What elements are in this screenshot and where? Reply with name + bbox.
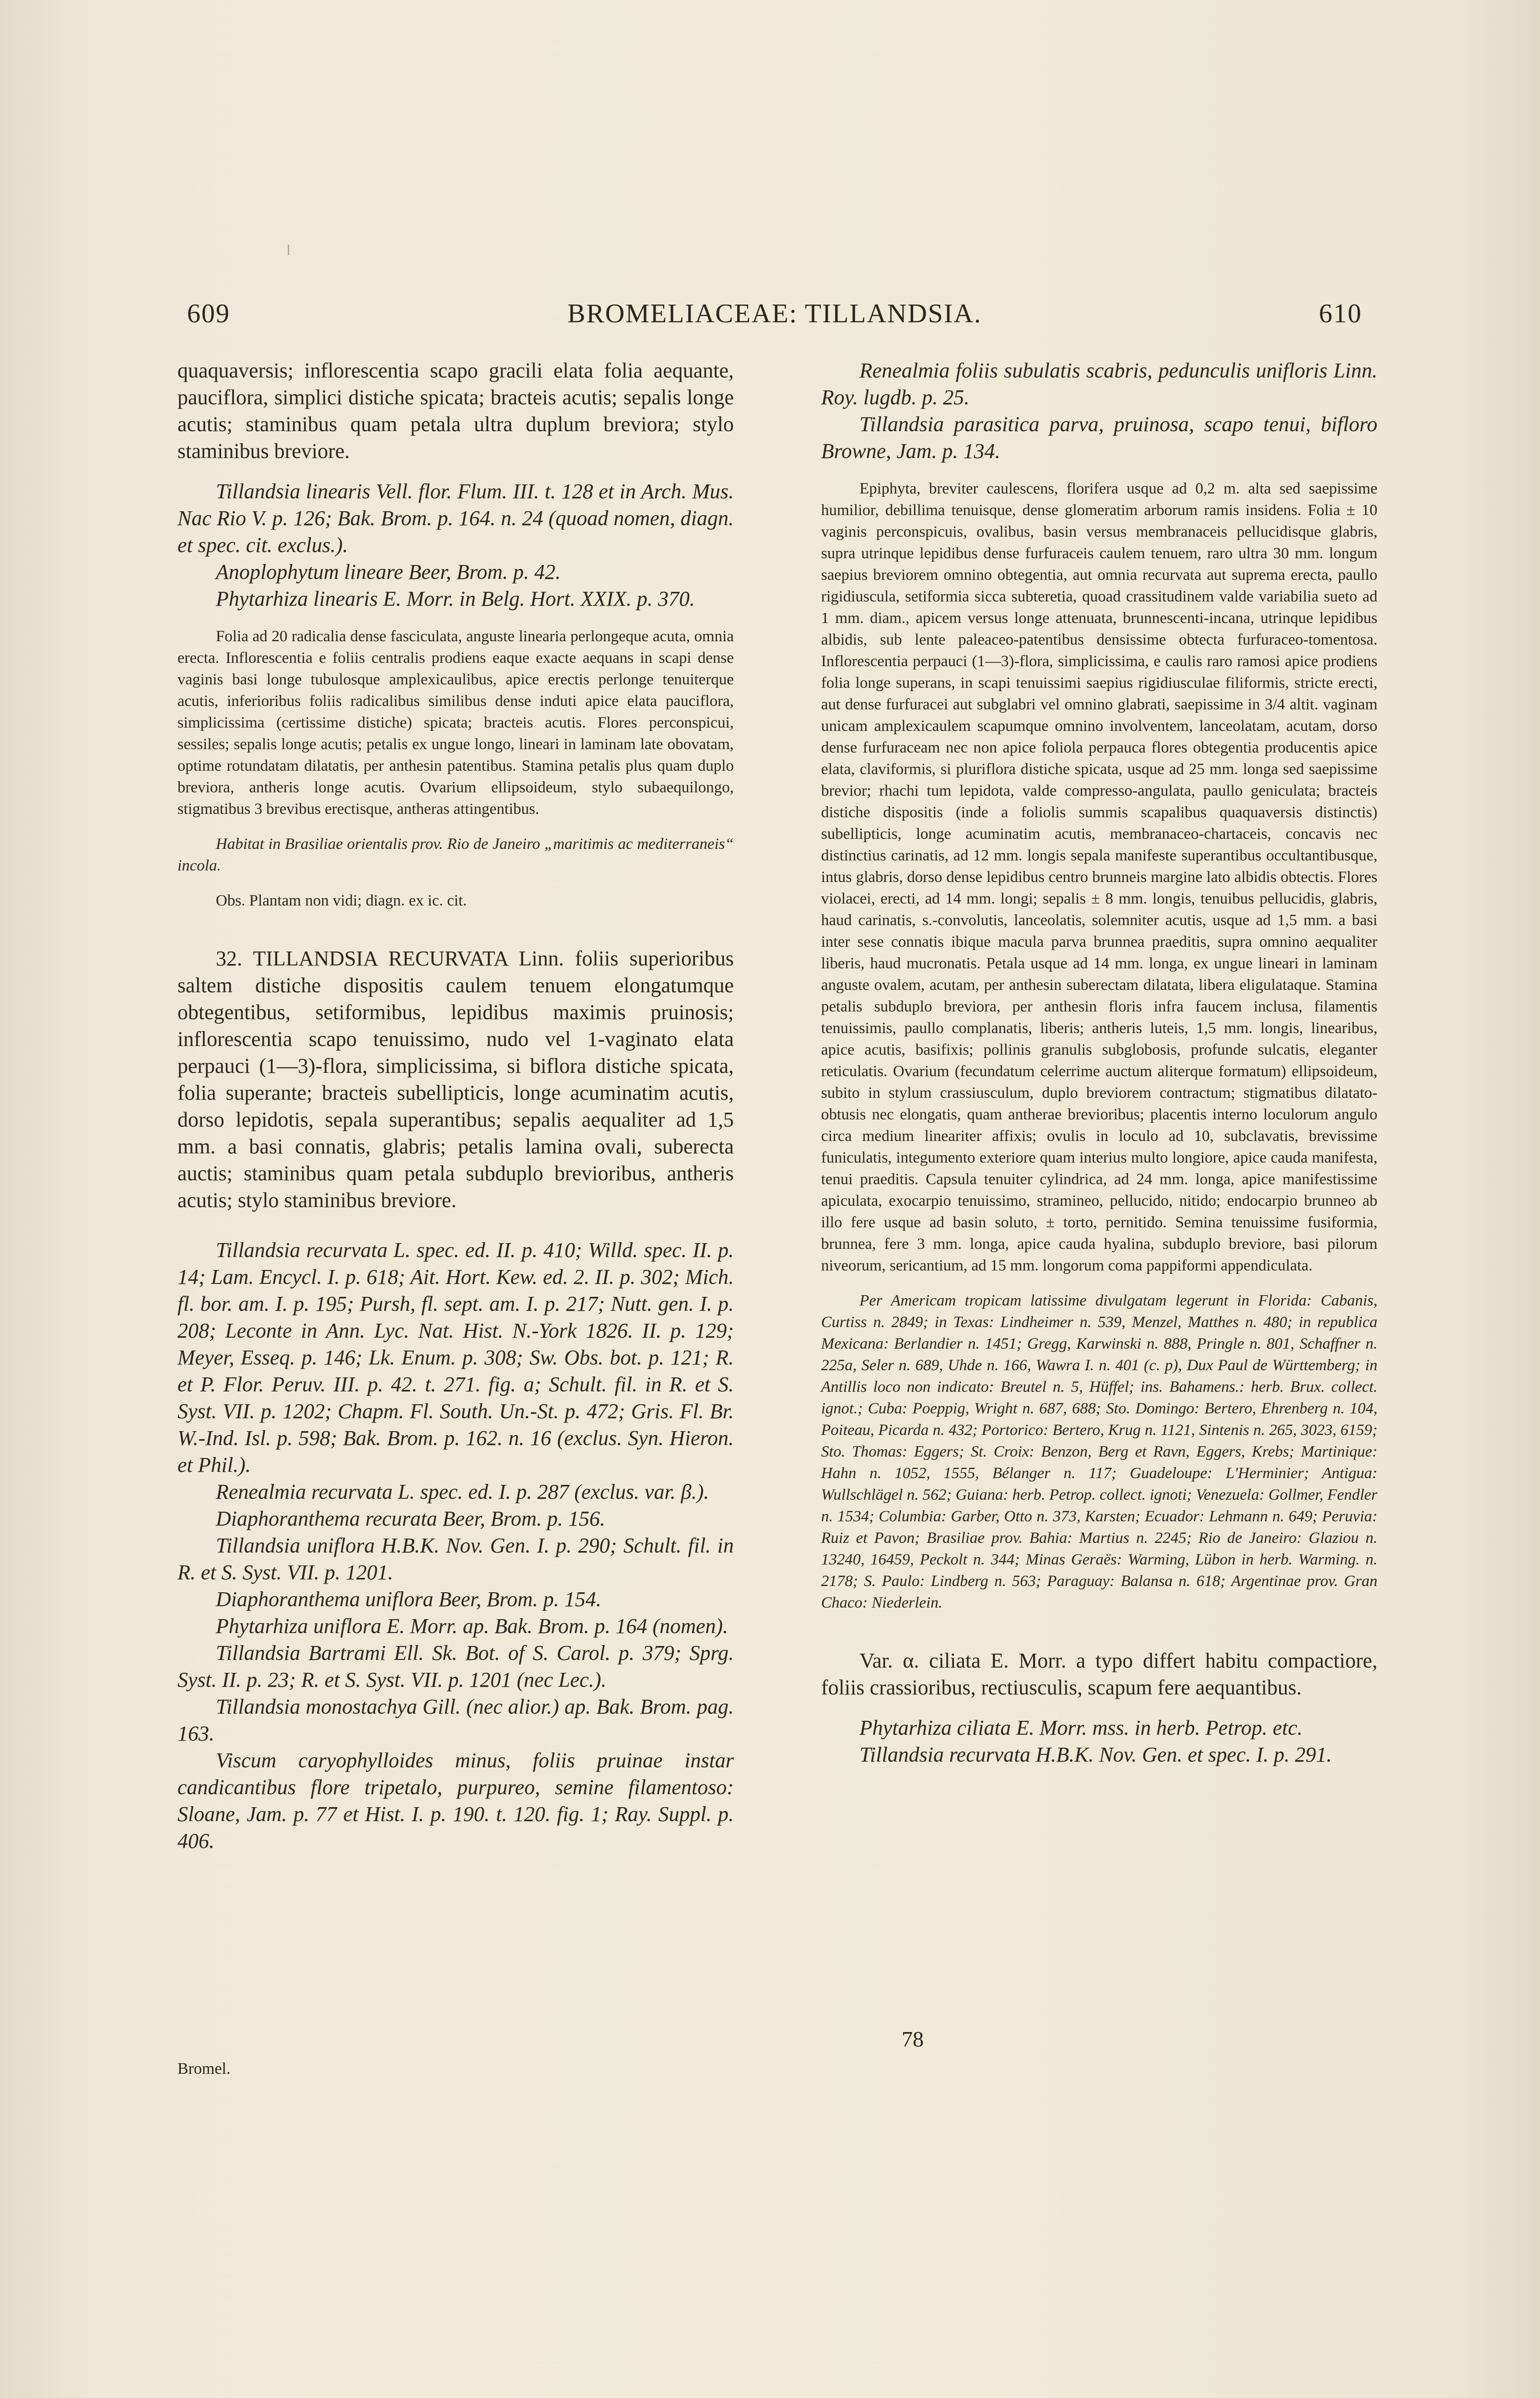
right-column xyxy=(821,357,1377,1768)
synonym-diaphoranthema-uniflora: Diaphoranthema uniflora Beer, Brom. p. 154. xyxy=(216,1587,601,1611)
running-title: BROMELIACEAE: TILLANDSIA. xyxy=(567,299,982,329)
left-column xyxy=(177,357,734,1855)
synonym-tillandsia-uniflora: Tillandsia uniflora H.B.K. Nov. Gen. I. p. 290; Schult. fil. in R. et S. Syst. VII. p. 1201. xyxy=(177,1534,734,1584)
page-number-left: 609 xyxy=(187,299,230,329)
footer-fascicle: Bromel. xyxy=(177,2060,231,2078)
variety-ciliata: Var. α. ciliata E. Morr. a typo differt habitu compactiore, foliis crassioribus, rectiusculis, scapum fere aequantibus. xyxy=(821,1649,1377,1699)
observation-note: Obs. Plantam non vidi; diagn. ex ic. cit. xyxy=(216,892,467,909)
synonym-viscum: Viscum caryophylloides minus, foliis pruinae instar candicantibus flore tripetalo, purpureo, semine filamentoso: Sloane, Jam. p. 77 et Hist. I. p. 190. t. 120. fig. 1; Ray. Suppl. p. 406. xyxy=(177,1749,734,1853)
scan-mark xyxy=(288,245,289,255)
page-number-right: 610 xyxy=(1319,299,1362,329)
synonym-renealmia-recurvata: Renealmia recurvata L. spec. ed. I. p. 287 (exclus. var. β.). xyxy=(216,1480,709,1504)
synonym-tillandsia-parasitica: Tillandsia parasitica parva, pruinosa, scapo tenui, bifloro Browne, Jam. p. 134. xyxy=(821,412,1377,463)
synonym-tillandsia-linearis: Tillandsia linearis Vell. flor. Flum. III. t. 128 et in Arch. Mus. Nac Rio V. p. 126; Bak. Brom. p. 164. n. 24 (quoad nomen, diagn. et spec. cit. exclus.). xyxy=(177,480,734,557)
diagnosis-continued: quaquaversis; inflorescentia scapo gracili elata folia aequante, pauciflora, simplici distiche spicata; bracteis acutis; sepalis longe acutis; staminibus quam petala ultra duplum breviora; stylo staminibus breviore. xyxy=(177,359,734,463)
synonym-renealmia-linn: Renealmia foliis subulatis scabris, pedunculis unifloris Linn. Roy. lugdb. p. 25. xyxy=(821,359,1377,409)
synonym-anoplophytum: Anoplophytum lineare Beer, Brom. p. 42. xyxy=(216,560,561,584)
synonym-phytarhiza-uniflora: Phytarhiza uniflora E. Morr. ap. Bak. Brom. p. 164 (nomen). xyxy=(216,1614,729,1638)
signature-mark: 78 xyxy=(902,2027,924,2051)
synonym-tillandsia-bartrami: Tillandsia Bartrami Ell. Sk. Bot. of S. Carol. p. 379; Sprg. Syst. II. p. 23; R. et S. Syst. VII. p. 1201 (nec Lec.). xyxy=(177,1641,734,1692)
description-recurvata: Epiphyta, breviter caulescens, florifera usque ad 0,2 m. alta sed saepissime humilior, debillima tenuisque, dense glomeratim arborum ramis insidens. Folia ± 10 vaginis perconspicuis, ovalibus, basin versus membranaceis pellucidisque glabris, supra utrinque lepidibus dense furfuraceis caulem tenuem, raro ultra 30 mm. longum saepius breviorem omnino obtegentia, aut omnia recurvata aut suprema erecta, paullo rigidiuscula, setiformia sicca subteretia, quoad crassitudinem valde variabilia sueto ad 1 mm. diam., apicem versus longe attenuata, brunnescenti-incana, utrinque lepidibus albidis, sub lente paleaceo-patentibus densissime obtecta furfuraceo-tomentosa. Inflorescentia perpauci (1—3)-flora, simplicissima, e caulis raro ramosi apice prodiens folia longe superans, in scapi tenuissimi saepius rigidiusculae filiformis, stricte erecti, aut dense furfuracei aut subglabri vel omnino glabrati, saepissime in 3/4 altit. vaginam unicam amplexicaulem scapumque omnino involventem, lanceolatam, acutam, dorso dense furfuraceam nec non apice foliola perpauca flores obtegentia producentis apice elata, claviformis, si pluriflora distiche spicata, usque ad 25 mm. longa sed saepissime brevior; rhachi tum lepidota, valde compresso-angulata, paullo geniculata; bracteis distiche dispositis (inde a foliolis summis scapalibus quaquaversis distinctis) subellipticis, longe acuminatim acutis, membranaceo-chartaceis, concavis nec distinctius carinatis, ad 12 mm. longis sepala manifeste superantibus occultantibusque, intus glabris, dorso dense lepidibus centro brunneis margine lato albidis obtectis. Flores violacei, erecti, ad 14 mm. longi; sepalis ± 8 mm. longis, tenuibus pellucidis, glabris, haud carinatis, s.-convolutis, lanceolatis, solemniter acutis, usque ad 1,5 mm. a basi inter sese connatis ibique macula parva brunnea praeditis, supra omnino aequaliter liberis, haud mucronatis. Petala usque ad 14 mm. longa, ex ungue lineari in laminam anguste ovalem, acutam, per anthesin suberectam dilatata, libera eligulataque. Stamina petalis subduplo breviora, per anthesin floris infra faucem inclusa, filamentis tenuissimis, paullo complanatis, liberis; antheris luteis, 1,5 mm. longis, linearibus, apice acutis, basifixis; pollinis granulis subglobosis, profunde sulcatis, eleganter reticulatis. Ovarium (fecundatum celerrime auctum aliterque formatum) ellipsoideum, subito in stylum crassiusculum, duplo breviorem contractum; stigmatibus dilatato-obtusis nec elongatis, quam antherae brevioribus; placentis interno loculorum angulo circa medium lineariter affixis; ovulis in loculo ad 10, subclavatis, brevissime funiculatis, integumento exteriore quam interius multo longiore, apice cauda manifesta, tenui praeditis. Capsula tenuiter cylindrica, ad 24 mm. longa, apice manifestissime apiculata, exocarpio tenuissimo, stramineo, pellucido, nitido; endocarpio brunneo ab illo fere usque ad basin soluto, ± torto, pernitido. Semina tenuissime fusiformia, brunnea, fere 3 mm. longa, apice cauda hyalina, subduplo breviore, basi pilorum niveorum, sericantium, ad 15 mm. longorum coma pappiformi appendiculata. xyxy=(821,480,1377,1274)
habitat-linearis: Habitat in Brasiliae orientalis prov. Rio de Janeiro „maritimis ac mediterraneis“ incola. xyxy=(177,835,734,874)
synonym-recurvata-main: Tillandsia recurvata L. spec. ed. II. p. 410; Willd. spec. II. p. 14; Lam. Encycl. I. p. 618; Ait. Hort. Kew. ed. 2. II. p. 302; Mich. fl. bor. am. I. p. 195; Pursh, fl. sept. am. I. p. 217; Nutt. gen. I. p. 208; Leconte in Ann. Lyc. Nat. Hist. N.-York 1826. II. p. 129; Meyer, Esseq. p. 146; Lk. Enum. p. 308; Sw. Obs. bot. p. 121; R. et P. Flor. Peruv. III. p. 42. t. 271. fig. a; Schult. fil. in R. et S. Syst. VII. p. 1202; Chapm. Fl. South. Un.-St. p. 472; Gris. Fl. Br. W.-Ind. Isl. p. 598; Bak. Brom. p. 162. n. 16 (exclus. Syn. Hieron. et Phil.). xyxy=(177,1238,734,1477)
synonym-diaphoranthema-recurata: Diaphoranthema recurata Beer, Brom. p. 156. xyxy=(216,1507,605,1530)
synonym-phytarhiza-linearis: Phytarhiza linearis E. Morr. in Belg. Hort. XXIX. p. 370. xyxy=(216,587,695,611)
synonym-tillandsia-monostachya: Tillandsia monostachya Gill. (nec alior.) ap. Bak. Brom. pag. 163. xyxy=(177,1695,734,1745)
description-linearis: Folia ad 20 radicalia dense fasciculata, anguste linearia perlongeque acuta, omnia erecta. Inflorescentia e foliis centralis prodiens eaque exacte aequans in scapi dense vaginis basi longe tubulosque amplexicaulibus, apice erectis perlonge tenuiterque acutis, inferioribus foliis radicalibus similibus dense induti apice elata pauciflora, simplicissima (certissime distiche) spicata; bracteis acutis. Flores perconspicui, sessiles; sepalis longe acutis; petalis ex ungue longo, lineari in laminam late obovatam, optime rotundatam dilatatis, per anthesin patentibus. Stamina petalis plus quam duplo breviora, antheris longe acutis. Ovarium ellipsoideum, stylo subaequilongo, stigmatibus 3 brevibus erectisque, antheras attingentibus. xyxy=(177,628,734,818)
synonym-phytarhiza-ciliata: Phytarhiza ciliata E. Morr. mss. in herb. Petrop. etc. xyxy=(859,1716,1303,1740)
synonym-recurvata-hbk: Tillandsia recurvata H.B.K. Nov. Gen. et spec. I. p. 291. xyxy=(859,1743,1332,1766)
running-header xyxy=(187,298,1362,337)
distribution-list: Per Americam tropicam latissime divulgatam legerunt in Florida: Cabanis, Curtiss n. 2849; in Texas: Lindheimer n. 539, Menzel, Matthes n. 480; in republica Mexicana: Berlandier n. 1451; Gregg, Karwinski n. 888, Pringle n. 801, Schaffner n. 225a, Seler n. 689, Uhde n. 166, Wawra I. n. 401 (c. p), Dux Paul de Württemberg; in Antillis loco non indicato: Breutel n. 5, Hüffel; ins. Bahamens.: herb. Brux. collect. ignot.; Cuba: Poeppig, Wright n. 687, 688; Sto. Domingo: Bertero, Ehrenberg n. 104, Poiteau, Picarda n. 432; Portorico: Bertero, Krug n. 1121, Sintenis n. 265, 3023, 6159; Sto. Thomas: Eggers; St. Croix: Benzon, Berg et Ravn, Eggers, Krebs; Martinique: Hahn n. 1052, 1555, Bélanger n. 117; Guadeloupe: L'Herminier; Antigua: Wullschlägel n. 562; Guiana: herb. Petrop. collect. ignoti; Venezuela: Gollmer, Fendler n. 1534; Columbia: Garber, Otto n. 373, Karsten; Ecuador: Lehmann n. 649; Peruvia: Ruiz et Pavon; Brasiliae prov. Bahia: Martius n. 2245; Rio de Janeiro: Glaziou n. 13240, 16459, Peckolt n. 344; Minas Geraës: Warming, Lübon in herb. Warming. n. 2178; S. Paulo: Lindberg n. 563; Paraguay: Balansa n. 618; Argentinae prov. Gran Chaco: Niederlein. xyxy=(821,1292,1377,1611)
species-32-diagnosis: 32. TILLANDSIA RECURVATA Linn. foliis superioribus saltem distiche dispositis caulem tenuem elongatumque obtegentibus, setiformibus, lepidibus maximis pruinosis; inflorescentia scapo tenuissimo, nudo vel 1-vaginato elata perpauci (1—3)-flora, simplicissima, si biflora distiche spicata, folia superante; bracteis subellipticis, longe acuminatim acutis, dorso lepidotis, sepala superantibus; sepalis aequaliter ad 1,5 mm. a basi connatis, glabris; petalis lamina ovali, suberecta auctis; staminibus quam petala subduplo brevioribus, antheris acutis; stylo staminibus breviore. xyxy=(177,947,734,1212)
